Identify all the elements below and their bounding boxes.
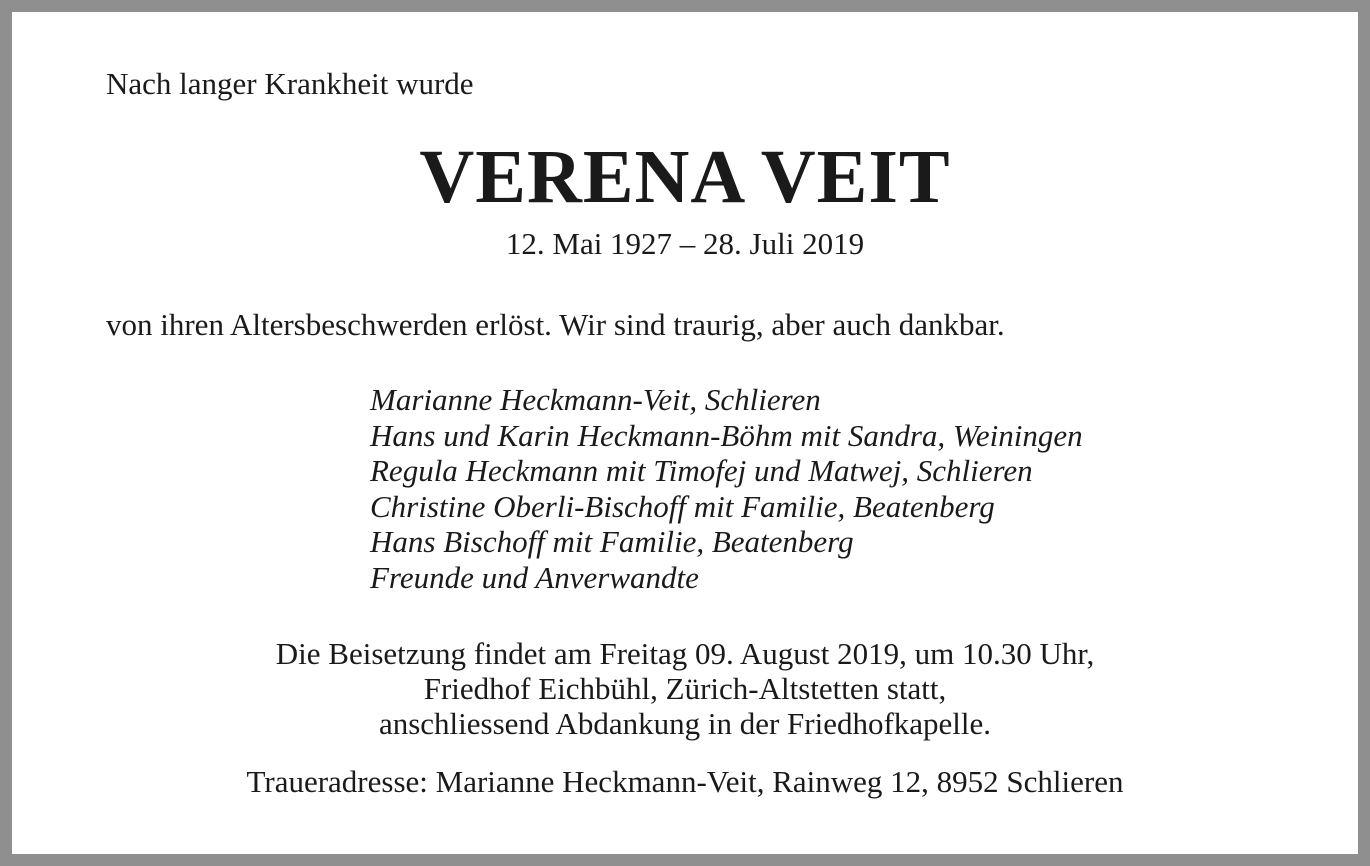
mourning-address: Traueradresse: Marianne Heckmann-Veit, Rainweg 12, 8952 Schlieren [246, 764, 1124, 799]
funeral-line: Die Beisetzung findet am Freitag 09. August 2019, um 10.30 Uhr, [275, 636, 1095, 671]
funeral-line: anschliessend Abdankung in der Friedhofkapelle. [378, 706, 992, 741]
funeral-line: Friedhof Eichbühl, Zürich-Altstetten statt, [423, 671, 947, 706]
intro-text: Nach langer Krankheit wurde [106, 66, 474, 101]
mourner-entry: Freunde und Anverwandte [370, 559, 699, 595]
mourner-entry: Marianne Heckmann-Veit, Schlieren [370, 382, 821, 417]
mourner-entry: Regula Heckmann mit Timofej und Matwej, Schlieren [370, 453, 1033, 489]
life-dates: 12. Mai 1927 – 28. Juli 2019 [505, 226, 865, 261]
funeral-details [12, 636, 1358, 741]
mourner-entry: Hans Bischoff mit Familie, Beatenberg [370, 524, 854, 560]
mourner-entry: Hans und Karin Heckmann-Böhm mit Sandra, Weiningen [370, 417, 1083, 453]
deceased-name: VERENA VEIT [419, 135, 951, 219]
relief-statement: von ihren Altersbeschwerden erlöst. Wir sind traurig, aber auch dankbar. [106, 307, 1005, 342]
mourner-entry: Christine Oberli-Bischoff mit Familie, Beatenberg [370, 488, 995, 524]
mourners-list [370, 382, 1083, 596]
